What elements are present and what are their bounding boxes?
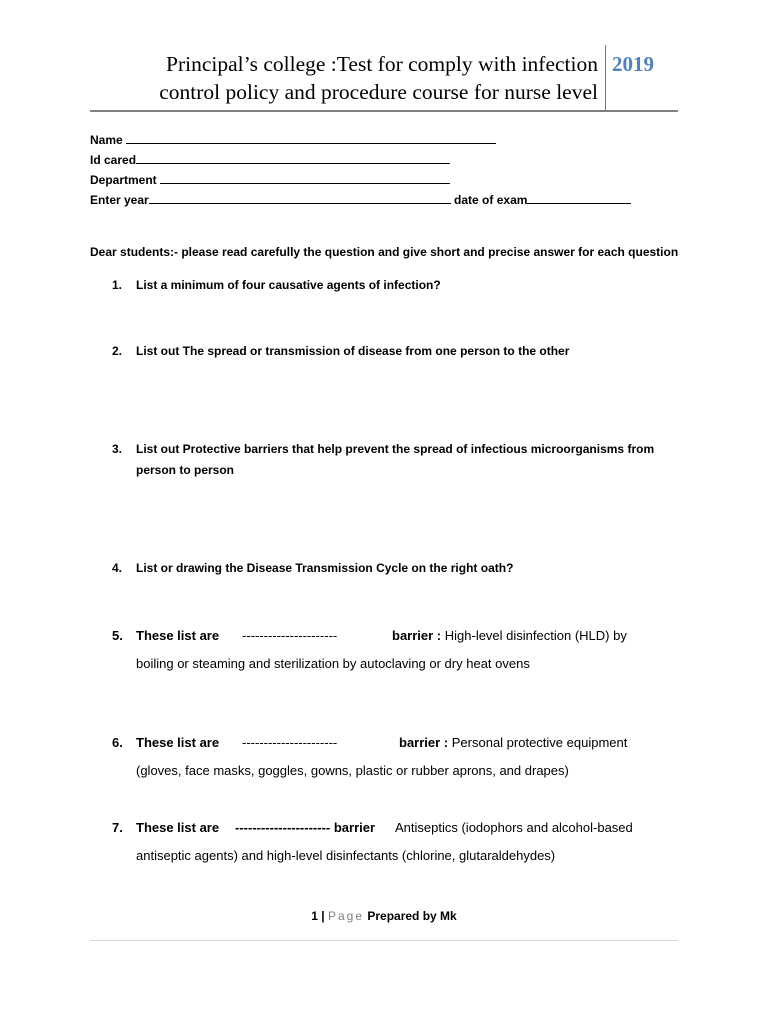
question-text-line-1: List out Protective barriers that help prevent the spread of infectious microorganisms from: [136, 442, 655, 456]
footer-separator: |: [321, 909, 325, 923]
barrier-label: barrier :: [399, 735, 449, 750]
question-number: 5.: [112, 628, 123, 643]
question-number: 4.: [112, 561, 123, 575]
question-number: 6.: [112, 735, 123, 750]
barrier-description-line-2: (gloves, face masks, goggles, gowns, plastic or rubber aprons, and drapes): [136, 763, 569, 778]
question-text: List out The spread or transmission of disease from one person to the other: [136, 344, 570, 358]
question-text: List a minimum of four causative agents of infection?: [136, 278, 441, 292]
page-number: 1: [311, 909, 318, 923]
name-label: Name: [90, 133, 123, 147]
answer-blank-barrier: ---------------------- barrier: [235, 820, 376, 835]
id-field: [90, 152, 450, 167]
department-blank[interactable]: [160, 172, 450, 184]
barrier-description-line-2: antiseptic agents) and high-level disinfectants (chlorine, glutaraldehydes): [136, 848, 556, 863]
date-label: date of exam: [454, 193, 528, 207]
barrier-label: barrier :: [392, 628, 442, 643]
department-label: Department: [90, 173, 157, 187]
enter-year-label: Enter year: [90, 193, 149, 207]
question-lead: These list are: [136, 628, 220, 643]
barrier-description-line-2: boiling or steaming and sterilization by autoclaving or dry heat ovens: [136, 656, 530, 671]
question-lead: These list are: [136, 820, 220, 835]
answer-blank: ----------------------: [242, 735, 338, 750]
header-divider: [605, 45, 606, 111]
question-number: 2.: [112, 344, 123, 358]
question-number: 1.: [112, 278, 123, 292]
page-title: [96, 50, 598, 106]
title-line-2: control policy and procedure course for nurse level: [159, 80, 598, 104]
question-number: 3.: [112, 442, 123, 456]
name-field: [90, 132, 496, 147]
header-rule: [90, 110, 678, 112]
id-label: Id cared: [90, 153, 137, 167]
prepared-by: Prepared by Mk: [367, 909, 457, 923]
question-text-line-2: person to person: [136, 463, 235, 477]
question-text: List or drawing the Disease Transmission Cycle on the right oath?: [136, 561, 514, 575]
page-footer: [0, 909, 768, 923]
title-line-1: Principal’s college :Test for comply with infection: [166, 52, 598, 76]
barrier-description: Personal protective equipment: [448, 735, 628, 750]
page-word: Page: [327, 909, 365, 923]
header-year: 2019: [612, 52, 654, 76]
question-number: 7.: [112, 820, 123, 835]
question-lead: These list are: [136, 735, 220, 750]
date-blank[interactable]: [527, 192, 631, 204]
instructions: Dear students:- please read carefully the question and give short and precise answer for each question: [90, 245, 679, 259]
enter-year-blank[interactable]: [149, 192, 451, 204]
id-blank[interactable]: [136, 152, 450, 164]
barrier-description: High-level disinfection (HLD) by: [441, 628, 627, 643]
department-field: [90, 172, 450, 187]
answer-blank: ----------------------: [242, 628, 338, 643]
barrier-description: Antiseptics (iodophors and alcohol-based: [395, 820, 633, 835]
name-blank[interactable]: [126, 132, 496, 144]
footer-rule: [90, 940, 678, 941]
enter-year-field: [90, 192, 631, 207]
